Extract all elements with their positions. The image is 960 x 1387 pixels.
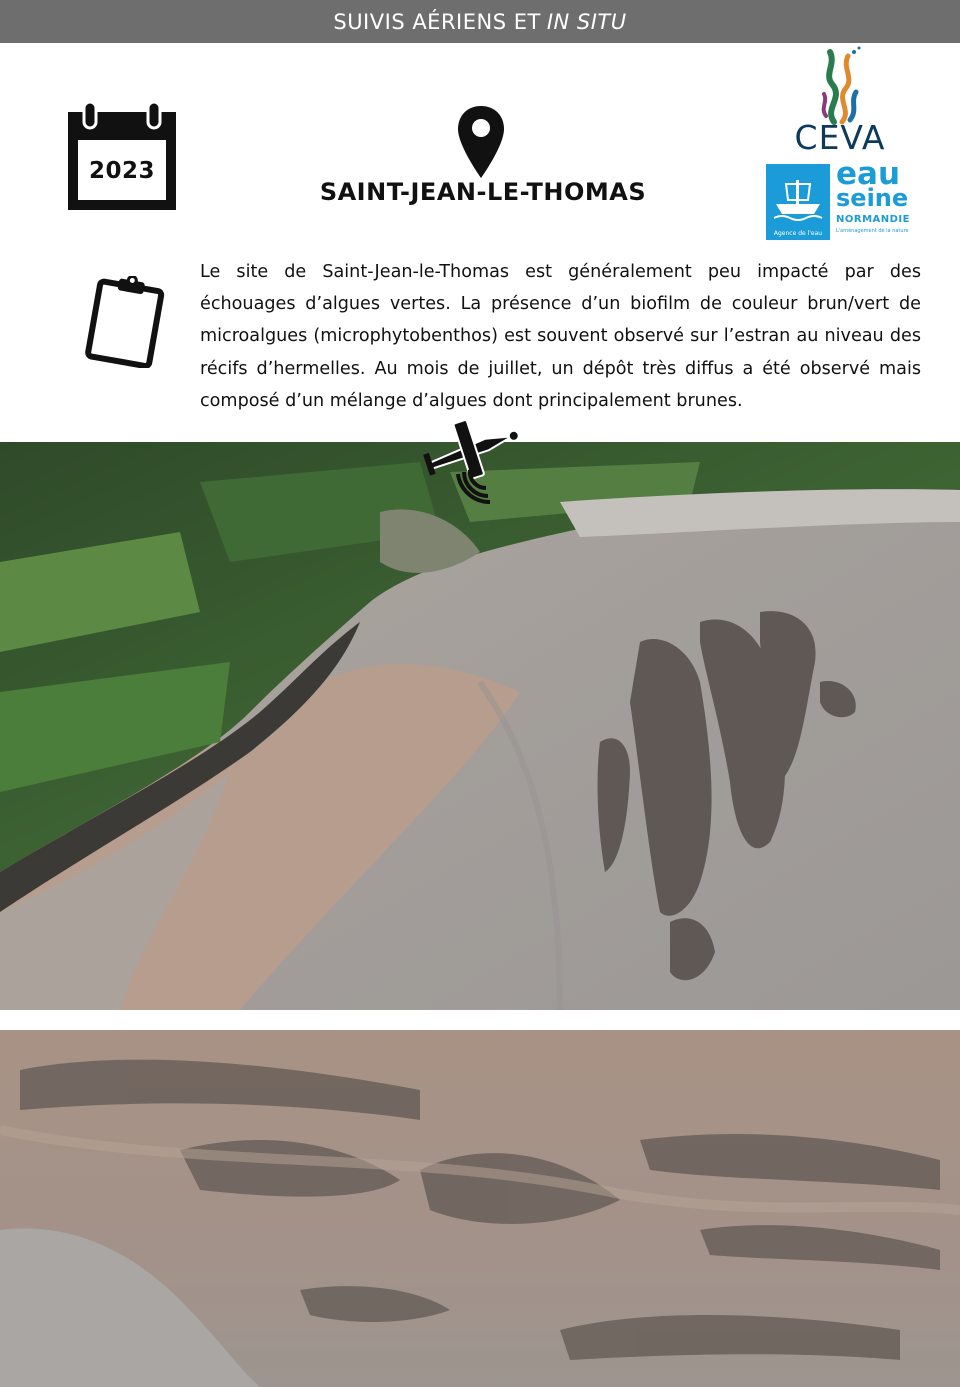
eau-seine-normandie-logo	[766, 156, 918, 240]
site-description: Le site de Saint-Jean-le-Thomas est généralement peu impacté par des échouages d’algues vertes. La présence d’un biofilm de couleur brun/vert de microalgues (microphytobenthos) est souvent observé sur l’estran au niveau des récifs d’hermelles. Au mois de juillet, un dépôt très diffus a été observé mais composé d’un mélange d’algues dont principalement brunes.	[200, 262, 921, 411]
aerial-plane-icon	[418, 410, 522, 504]
boat-icon	[772, 174, 824, 222]
calendar-icon	[66, 100, 178, 212]
ceva-logo-text: CEVA	[794, 118, 886, 157]
aerial-photo-coastline	[0, 442, 960, 1010]
agency-caption: Agence de l'eau	[773, 230, 823, 237]
aerial-photo-tidal-flat	[0, 1030, 960, 1387]
agency-emblem	[766, 164, 830, 240]
banner-title: SUIVIS AÉRIENS ET	[333, 9, 541, 34]
ceva-logo	[780, 44, 900, 160]
banner-title-italic: IN SITU	[546, 9, 627, 34]
location-name: SAINT-JEAN-LE-THOMAS	[319, 178, 647, 206]
logo-word-normandie: NORMANDIE	[836, 214, 910, 225]
section-banner	[0, 0, 960, 43]
year-label: 2023	[88, 158, 155, 184]
logo-word-eau: eau	[836, 156, 901, 192]
map-pin-icon	[456, 104, 506, 180]
clipboard-icon	[84, 276, 168, 368]
logo-word-seine: seine	[836, 184, 909, 212]
logo-subtitle: L'aménagement de la nature	[836, 228, 909, 234]
ceva-seaweed-mark	[816, 46, 864, 126]
